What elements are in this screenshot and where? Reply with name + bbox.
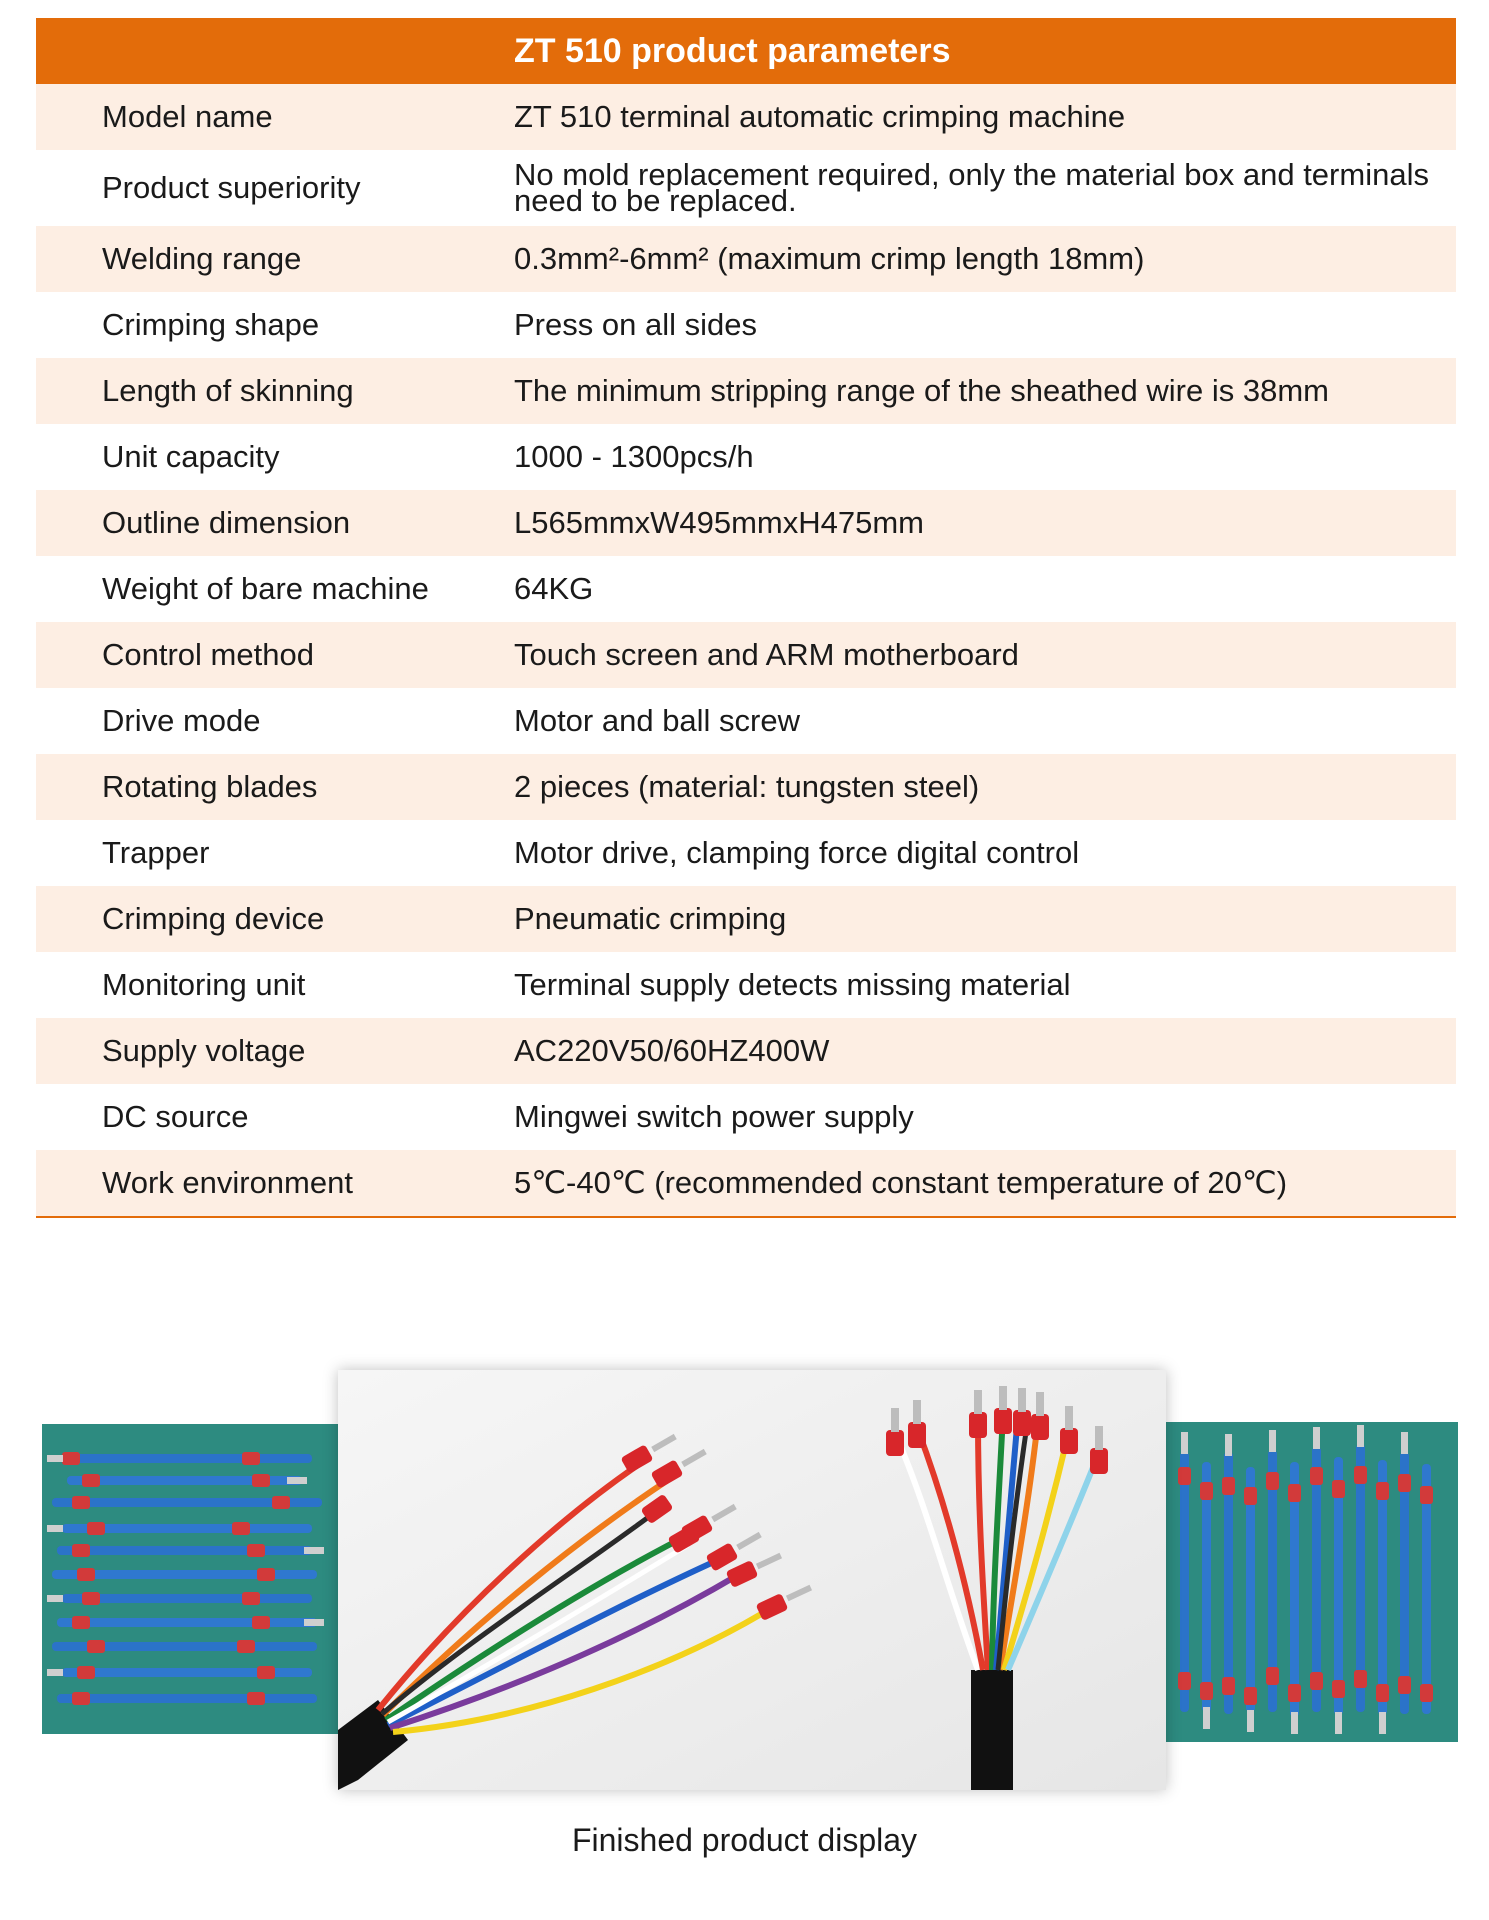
multicore-cable-illustration [338,1370,1166,1790]
row-label: Work environment [102,1165,353,1200]
row-value: Terminal supply detects missing material [514,967,1071,1002]
table-row [36,84,1456,150]
table-row [36,886,1456,952]
table-row [36,556,1456,622]
row-label: Trapper [102,835,210,870]
row-label: Drive mode [102,703,261,738]
product-photo-right [1160,1422,1458,1742]
row-label: Control method [102,637,314,672]
row-value: AC220V50/60HZ400W [514,1033,830,1068]
table-row [36,424,1456,490]
product-photo-left [42,1424,342,1734]
table-row [36,622,1456,688]
row-value: Motor and ball screw [514,703,801,738]
row-label: Length of skinning [102,373,354,408]
table-row [36,292,1456,358]
table-row [36,1150,1456,1216]
row-value: 1000 - 1300pcs/h [514,439,754,474]
parameters-table [36,18,1456,1218]
row-value: 64KG [514,571,594,606]
row-label: Crimping shape [102,307,320,342]
row-value: Touch screen and ARM motherboard [514,637,1019,672]
table-row [36,688,1456,754]
row-label: Supply voltage [102,1033,306,1068]
table-row [36,820,1456,886]
table-row [36,952,1456,1018]
table-row [36,754,1456,820]
row-value: 2 pieces (material: tungsten steel) [514,769,980,804]
row-value: Press on all sides [514,307,757,342]
row-value: L565mmxW495mmxH475mm [514,505,924,540]
table-bottom-rule [36,1216,1456,1218]
row-value: 5℃-40℃ (recommended constant temperature of 20℃) [514,1165,1288,1200]
table-row [36,490,1456,556]
table-title: ZT 510 product parameters [36,18,1456,84]
row-label: DC source [102,1099,249,1134]
table-row [36,226,1456,292]
ferrule-wires-vertical-illustration [1160,1422,1458,1742]
row-label: Rotating blades [102,769,318,804]
row-label: Unit capacity [102,439,280,474]
row-value: Mingwei switch power supply [514,1099,914,1134]
row-label: Welding range [102,241,302,276]
row-label: Crimping device [102,901,325,936]
product-gallery [0,1360,1489,1800]
row-label: Outline dimension [102,505,351,540]
row-value: No mold replacement required, only the material box and terminals need to be replaced. [514,157,1429,218]
row-value: Pneumatic crimping [514,901,787,936]
ferrule-wires-horizontal-illustration [42,1424,342,1734]
row-value: 0.3mm²-6mm² (maximum crimp length 18mm) [514,241,1145,276]
table-row [36,1084,1456,1150]
row-label: Product superiority [102,170,361,205]
table-row [36,358,1456,424]
row-label: Weight of bare machine [102,571,429,606]
row-label: Monitoring unit [102,967,306,1002]
row-value: ZT 510 terminal automatic crimping machine [514,99,1126,134]
gallery-caption: Finished product display [571,1822,918,1858]
table-row [36,1018,1456,1084]
table-row [36,150,1456,226]
row-value: Motor drive, clamping force digital control [514,835,1080,870]
row-value: The minimum stripping range of the sheathed wire is 38mm [514,373,1329,408]
product-photo-center [338,1370,1166,1790]
row-label: Model name [102,99,273,134]
